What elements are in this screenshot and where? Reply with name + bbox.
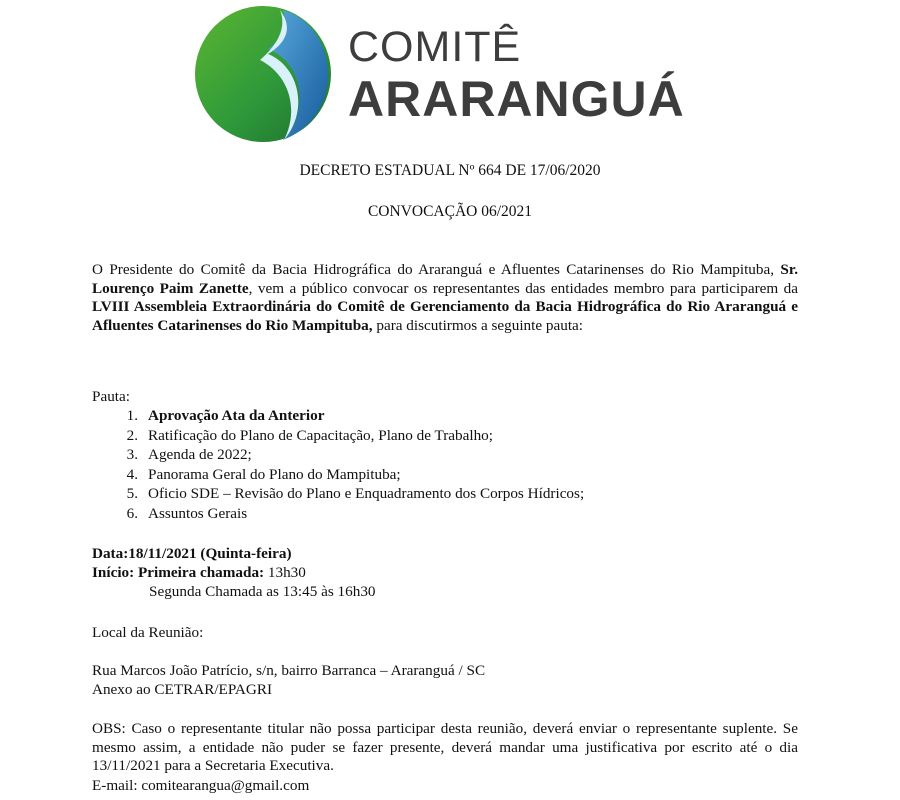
agenda-item [92, 465, 584, 485]
president-name: Sr. Lourenço Paim Zanette [92, 261, 798, 297]
agenda-item-number: 6. [126, 504, 138, 522]
agenda-item [92, 406, 584, 426]
meeting-second-call: Segunda Chamada as 13:45 às 16h30 [149, 583, 376, 600]
agenda-item [92, 445, 584, 465]
logo-text-ararangua: ARARANGUÁ [348, 71, 685, 127]
agenda-item-number: 5. [126, 485, 138, 502]
assembly-name: LVIII Assembleia Extraordinária do Comitê de Gerenciamento da Bacia Hidrográfica do Rio Araranguá e Afluentes Catarinenses do Rio Mampituba, [92, 298, 798, 334]
agenda-item-number: 3. [126, 446, 138, 463]
committee-logo [188, 4, 685, 144]
agenda-item-text: Aprovação Ata da Anterior [148, 407, 325, 424]
meeting-start-label: Início: Primeira chamada: [92, 564, 265, 581]
decree-heading: DECRETO ESTADUAL Nº 664 DE 17/06/2020 [299, 162, 601, 179]
agenda-item-text: Panorama Geral do Plano do Mampituba; [148, 465, 401, 483]
agenda-list [92, 406, 584, 523]
agenda-item-number: 2. [126, 426, 138, 444]
address-line-2: Anexo ao CETRAR/EPAGRI [92, 681, 273, 698]
agenda-label: Pauta: [92, 388, 130, 405]
agenda-item [92, 504, 584, 524]
agenda-item-number: 4. [126, 465, 138, 483]
agenda-item-text: Oficio SDE – Revisão do Plano e Enquadramento dos Corpos Hídricos; [148, 485, 585, 502]
meeting-start-time: 13h30 [264, 564, 306, 581]
agenda-item [92, 426, 584, 446]
intro-text-1: O Presidente do Comitê da Bacia Hidrográfica do Araranguá e Afluentes Catarinenses do Rio Mampituba, [92, 261, 781, 278]
logo-globe-icon [188, 4, 338, 144]
agenda-item-text: Agenda de 2022; [148, 446, 252, 463]
meeting-date: Data:18/11/2021 (Quinta-feira) [92, 545, 292, 562]
agenda-item-text: Ratificação do Plano de Capacitação, Plano de Trabalho; [148, 426, 493, 444]
intro-paragraph [92, 261, 798, 335]
meeting-start [92, 564, 306, 582]
address-line-1: Rua Marcos João Patrício, s/n, bairro Barranca – Araranguá / SC [92, 662, 486, 679]
convocation-heading: CONVOCAÇÃO 06/2021 [367, 203, 533, 220]
logo-text-comite: COMITÊ [348, 23, 522, 71]
intro-text-3: para discutirmos a seguinte pauta: [372, 316, 584, 334]
intro-text-2: , vem a público convocar os representantes das entidades membro para participarem da [248, 279, 798, 297]
agenda-item [92, 484, 584, 504]
agenda-item-text: Assuntos Gerais [148, 504, 248, 522]
obs-paragraph: OBS: Caso o representante titular não possa participar desta reunião, deverá enviar o representante suplente. Se mesmo assim, a entidade não puder se fazer presente, deverá mandar uma justificativa por escrito até o dia 13/11/2021 para a Secretaria Executiva. [92, 720, 798, 774]
agenda-item-number: 1. [126, 407, 138, 424]
contact-email[interactable]: E-mail: comitearangua@gmail.com [92, 777, 310, 794]
location-label: Local da Reunião: [92, 624, 204, 641]
